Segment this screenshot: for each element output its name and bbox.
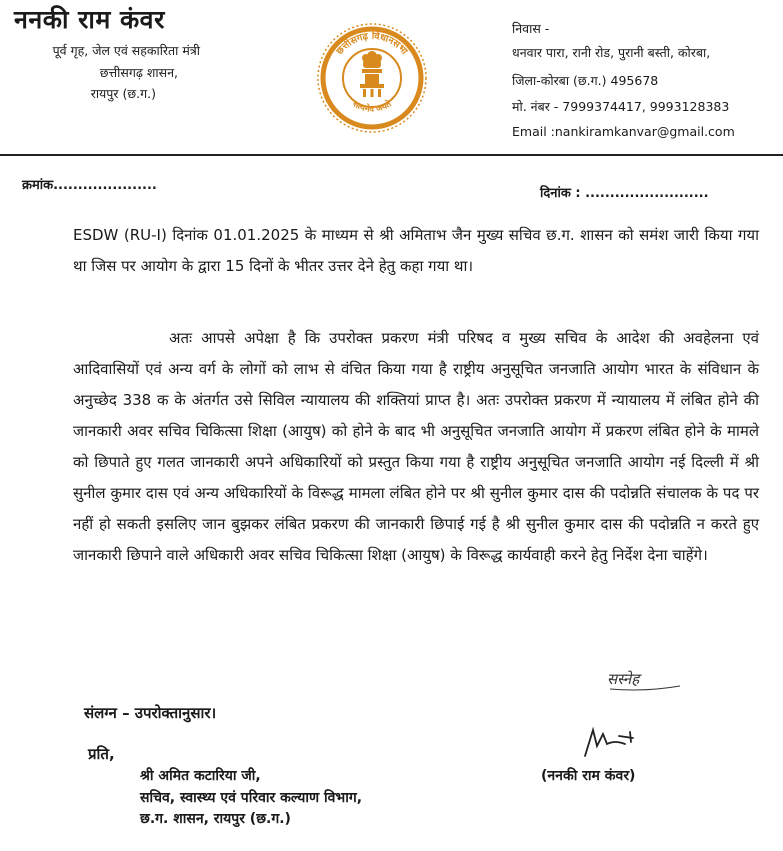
designation-line-2: छत्तीसगढ़ शासन,	[99, 65, 178, 80]
date-field: दिनांक : .........................	[540, 186, 709, 201]
designation-line-1: पूर्व गृह, जेल एवं सहकारिता मंत्री	[52, 43, 200, 58]
recipient-line-3: छ.ग. शासन, रायपुर (छ.ग.)	[140, 811, 291, 827]
recipient-line-2: सचिव, स्वास्थ्य एवं परिवार कल्याण विभाग,	[140, 790, 363, 806]
handwritten-note	[605, 664, 685, 694]
emblem-icon	[313, 16, 431, 140]
emblem-top-text: छत्तीसगढ़ विधानसभा	[334, 30, 410, 57]
email-line: Email :nankiramkanvar@gmail.com	[512, 124, 735, 139]
designation-line-3: रायपुर (छ.ग.)	[90, 86, 156, 101]
address-line-1: निवास -	[512, 21, 550, 36]
sender-name: ननकी राम कंवर	[14, 5, 165, 34]
handwritten-note-text: सस्नेह	[607, 670, 640, 688]
address-line-3: जिला-कोरबा (छ.ग.) 495678	[512, 73, 659, 88]
letterhead-divider	[0, 154, 783, 156]
phone-line: मो. नंबर - 7999374417, 9993128383	[512, 99, 730, 114]
recipient-line-1: श्री अमित कटारिया जी,	[140, 768, 261, 784]
handwritten-signature-icon	[575, 722, 645, 762]
svg-text:सत्यमेव जयते	[350, 98, 394, 115]
signatory-name: (ननकी राम कंवर)	[541, 768, 636, 784]
address-line-2: धनवार पारा, रानी रोड, पुरानी बस्ती, कोरबा,	[512, 45, 711, 60]
emblem-bottom-text: सत्यमेव जयते	[350, 99, 394, 115]
paragraph-1: ESDW (RU-I) दिनांक 01.01.2025 के माध्यम से श्री अमिताभ जैन मुख्य सचिव छ.ग. शासन को समंश जारी किया गया था जिस पर आयोग के द्वारा 15 दिनों के भीतर उत्तर देने हेतु कहा गया था।	[73, 226, 759, 275]
prati-label: प्रति,	[88, 745, 115, 763]
reference-number: क्रमांक.....................	[22, 178, 157, 193]
enclosure-line: संलग्न – उपरोक्तानुसार।	[84, 704, 217, 722]
paragraph-2: अतः आपसे अपेक्षा है कि उपरोक्त प्रकरण मंत्री परिषद व मुख्य सचिव के आदेश की अवहेलना एवं आदिवासियों एवं अन्य वर्ग के लोगों को लाभ से वंचित किया गया है राष्ट्रीय अनुसूचित जनजाति आयोग भारत के संविधान के अनुच्छेद 338 क के अंतर्गत उसे सिविल न्यायालय की शक्तियां प्राप्त है। अतः उपरोक्त प्रकरण में न्यायालय में लंबित होने की जानकारी अवर सचिव चिकित्सा शिक्षा (आयुष) को होने के बाद भी अनुसूचित जनजाति आयोग में प्रकरण लंबित होने के मामले को छिपाते हुए गलत जानकारी अपने अधिकारियों को प्रस्तुत किया गया है राष्ट्रीय अनुसूचित जनजाति आयोग नई दिल्ली में श्री सुनील कुमार दास एवं अन्य अधिकारियों के विरूद्ध मामला लंबित होने पर श्री सुनील कुमार दास की पदोन्नति संचालक के पद पर नहीं हो सकती इसलिए जान बुझकर लंबित प्रकरण की जानकारी छिपाई गई है श्री सुनील कुमार दास की पदोन्नति न करते हुए जानकारी छिपाने वाले अधिकारी अवर सचिव चिकित्सा शिक्षा (आयुष) के विरूद्ध कार्यवाही करने हेतु निर्देश देना चाहेंगे।	[73, 329, 759, 564]
